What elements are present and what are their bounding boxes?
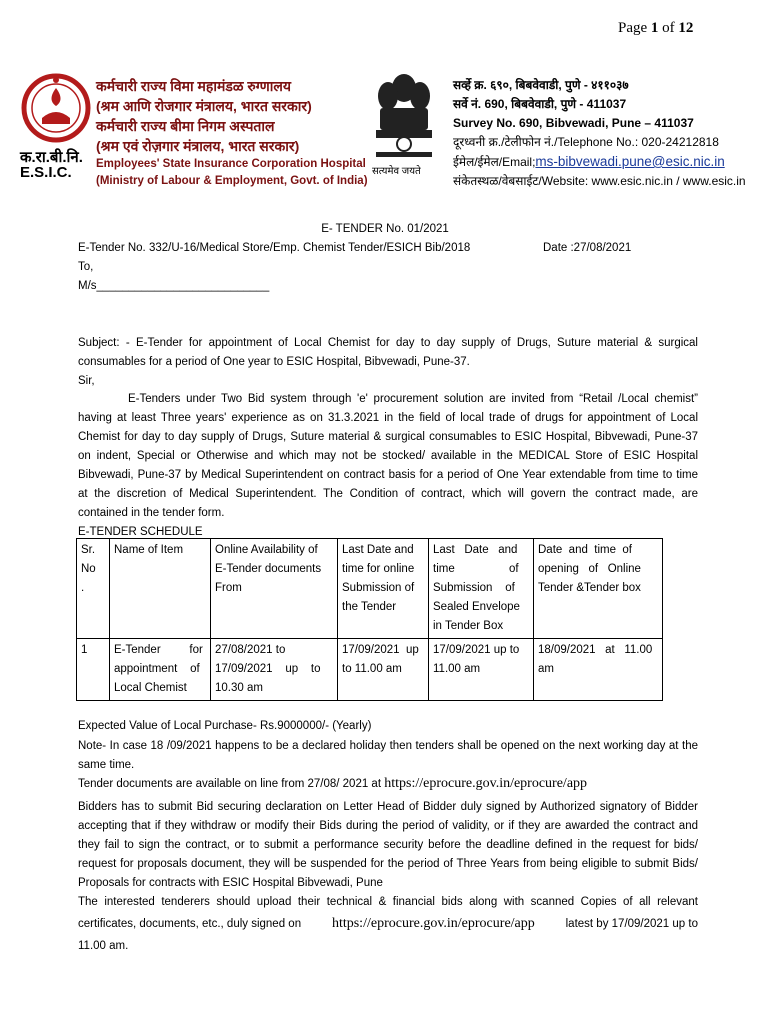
table-cell: 27/08/2021 to 17/09/2021 up to 10.30 am <box>211 639 338 701</box>
eprocure-url-2[interactable]: https://eprocure.gov.in/eprocure/app <box>331 916 535 931</box>
website-line: संकेतस्थळ/वेबसाईट/Website: www.esic.nic.in / www.esic.in <box>453 174 746 188</box>
table-cell: 17/09/2021 up to 11.00 am <box>338 639 429 701</box>
upload-line-2: certificates, documents, etc., duly signed on https://eprocure.gov.in/eprocure/app latest by 17/09/2021 up to <box>78 916 698 931</box>
bid-security-paragraph: Bidders has to submit Bid securing declaration on Letter Head of Bidder duly signed by Authorized signatory of Bidder accepting that if they withdraw or modify their Bids during the period of validity, or if they are awarded the contract and they fail to sign the contract, or to submit a performance security before the deadline defined in the request for bids/ request for proposals document, they will be suspended for the period of Three Years from being eligible to submit Bids/ Proposals for contracts with ESIC Hospital Bibvewadi, Pune <box>78 801 698 889</box>
salutation: Sir, <box>78 375 95 387</box>
tender-reference: E-Tender No. 332/U-16/Medical Store/Emp. Chemist Tender/ESICH Bib/2018 <box>78 242 471 254</box>
emblem-motto: सत्यमेव जयते <box>372 166 421 177</box>
table-cell: 1 <box>77 639 110 701</box>
expected-value: Expected Value of Local Purchase- Rs.9000000/- (Yearly) <box>78 720 372 732</box>
upload-deadline: 11.00 am. <box>78 940 129 952</box>
tender-title: E- TENDER No. 01/2021 <box>321 223 449 235</box>
table-cell: 18/09/2021 at 11.00 am <box>534 639 663 701</box>
table-header-cell: Name of Item <box>110 539 211 639</box>
holiday-note: Note- In case 18 /09/2021 happens to be a declared holiday then tenders shall be opened on the next working day at the same time. <box>78 740 698 771</box>
upload-paragraph: The interested tenderers should upload their technical & financial bids along with scanned Copies of all relevant <box>78 896 698 908</box>
tender-schedule-table <box>76 538 663 701</box>
logo-caption: क.रा.बी.नि. E.S.I.C. <box>20 149 83 181</box>
table-header-row <box>77 539 663 639</box>
hospital-name-block: कर्मचारी राज्य विमा महामंडळ रुग्णालय (श्रम आणि रोजगार मंत्रालय, भारत सरकार) कर्मचारी राज्य बीमा निगम अस्पताल (श्रम एवं रोज़गार मंत्रालय, भारत सरकार) Employees' State Insurance Corporation Hospital (Ministry of Labour & Employment, Govt. of India) <box>96 78 368 187</box>
table-header-cell: Date and time of opening of Online Tender &Tender box <box>534 539 663 639</box>
table-cell: E-Tender for appointment of Local Chemist <box>110 639 211 701</box>
intro-paragraph: E-Tenders under Two Bid system through 'e' procurement solution are invited from “Retail /Local chemist” having at least Three years' experience as on 31.3.2021 in the field of local trade of drugs for appointment of Local Chemist for day to day supply of Drugs, Suture material & surgical consumables to ESIC Hospital, Bibvewadi, Pune-37 on indent, Special or Otherwise and which may not be stocked/ available in the MEDICAL Store of ESIC Hospital Bibvewadi, Pune-37 by Medical Superintendent on contract basis for a period of One Year extendable from time to time at the discretion of Medical Superintendent. The Condition of contract, which will govern the contract made, are contained in the tender form. E-TENDER SCHEDULE <box>78 390 698 542</box>
esic-logo <box>20 72 92 152</box>
table-row <box>77 639 663 701</box>
tender-availability: Tender documents are available on line from 27/08/ 2021 at https://eprocure.gov.in/eprocure/app <box>78 776 588 791</box>
email-link[interactable]: ms-bibvewadi.pune@esic.nic.in <box>535 154 725 169</box>
subject: Subject: - E-Tender for appointment of Local Chemist for day to day supply of Drugs, Suture material & surgical consumables for a period of One year to ESIC Hospital, Bibvewadi, Pune-37. Sir, <box>78 334 698 391</box>
table-header-cell: Last Date and time of Submission of Sealed Envelope in Tender Box <box>429 539 534 639</box>
table-header-cell: Last Date and time for online Submission of the Tender <box>338 539 429 639</box>
eprocure-url[interactable]: https://eprocure.gov.in/eprocure/app <box>384 776 588 791</box>
addressee-to: To, <box>78 261 94 273</box>
national-emblem <box>362 66 446 162</box>
tender-date: Date :27/08/2021 <box>543 242 632 254</box>
table-header-cell: Sr. No . <box>77 539 110 639</box>
table-header-cell: Online Availability of E-Tender documents From <box>211 539 338 639</box>
email-label: ईमेल/ईमेल/Email; <box>453 155 536 169</box>
table-cell: 17/09/2021 up to 11.00 am <box>429 639 534 701</box>
address-block: सर्व्हे क्र. ६९०, बिबवेवाडी, पुणे - ४११०३७ सर्वे नं. 690, बिबवेवाडी, पुणे - 411037 Survey No. 690, Bibvewadi, Pune – 411037 दूरध्वनी क्र./टेलीफोन नं./Telephone No.: 020-24212818 ईमेल/ईमेल/Email;ms-bibvewadi.pune@esic.nic.in संकेतस्थळ/वेबसाईट/Website: www.esic.nic.in / www.esic.in <box>453 76 765 191</box>
schedule-heading: E-TENDER SCHEDULE <box>78 526 203 538</box>
addressee-ms: M/s___________________________ <box>78 280 270 292</box>
page-number: Page 1 of 12 <box>618 20 694 36</box>
